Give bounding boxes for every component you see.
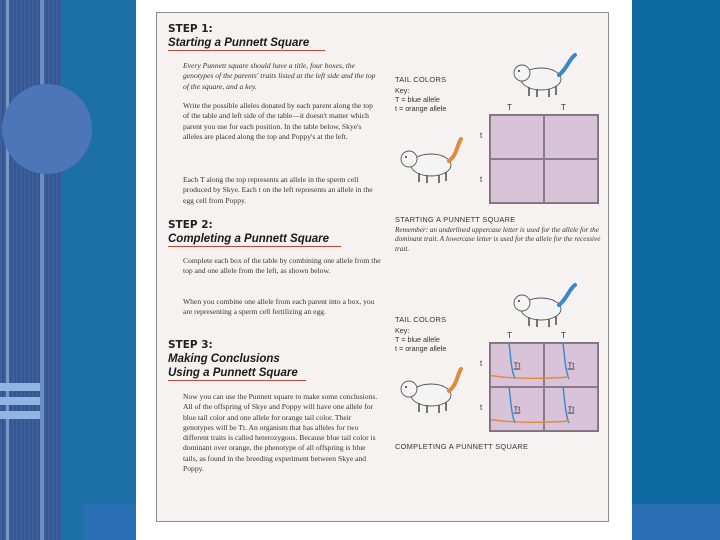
step3-title-line1: Making Conclusions	[168, 353, 280, 365]
left-stripe	[6, 0, 9, 540]
fig1-note: Remember: an underlined uppercase letter is used for the allele for the dominant trait. A lowercase letter is used for the allele for the recessive trait.	[395, 226, 601, 253]
step3-label: STEP 3:	[168, 339, 213, 351]
fig1-cell	[544, 159, 598, 203]
left-stripe	[40, 0, 44, 540]
fig1-top-allele-2: T	[561, 103, 566, 112]
fig1-key-label: Key:	[395, 86, 410, 95]
poppy-dog-illustration	[395, 135, 467, 187]
fig2-caption: COMPLETING A PUNNETT SQUARE	[395, 442, 529, 451]
fig1-key	[395, 86, 446, 114]
decorative-circle	[2, 84, 92, 174]
step1-paragraph-1: Every Punnett square should have a title, four boxes, the genotypes of the parents' traits listed at the left side and the top of the square, and a key.	[183, 61, 376, 91]
fig1-top-allele-1: T	[507, 103, 512, 112]
skye-dog-illustration	[509, 281, 581, 331]
fig2-side-allele-2: t	[480, 403, 483, 412]
fig1-cell	[544, 115, 598, 159]
allele-combination-arrows	[491, 339, 601, 433]
fig1-heading: TAIL COLORS	[395, 75, 447, 84]
fig2-key-blue: T = blue allele	[395, 335, 440, 345]
fig1-side-allele-1: t	[480, 131, 483, 140]
left-pattern-panel	[0, 0, 62, 540]
fig1-key-orange: t = orange allele	[395, 104, 447, 114]
fig1-cell	[490, 159, 544, 203]
step2-paragraph-1: Complete each box of the table by combining one allele from the top and one allele from the left, as shown below.	[183, 256, 381, 276]
fig1-key-blue: T = blue allele	[395, 95, 440, 105]
fig2-key-label: Key:	[395, 326, 410, 335]
poppy-dog-illustration	[395, 365, 467, 417]
fig2-top-allele-2: T	[561, 331, 566, 340]
fig2-cell-value: Tt	[513, 404, 521, 414]
fig2-cell-value: Tt	[513, 360, 521, 370]
textbook-page	[156, 12, 609, 522]
fig2-key-orange: t = orange allele	[395, 344, 447, 354]
fig2-cell-value: Tt	[567, 360, 575, 370]
step2-label: STEP 2:	[168, 219, 213, 231]
fig1-side-allele-2: t	[480, 175, 483, 184]
fig1-cell	[490, 115, 544, 159]
step1-label: STEP 1:	[168, 23, 213, 35]
fig1-punnett-square	[489, 114, 599, 204]
step2-paragraph-2: When you combine one allele from each parent into a box, you are representing a sperm cell fertilizing an egg.	[183, 297, 375, 317]
step1-paragraph-2: Write the possible alleles donated by each parent along the top of the table and left side of the table—it doesn't matter which parent you use for each position. In the table below, Skye's alleles are placed along the top and Poppy's at the left.	[183, 101, 373, 141]
fig2-heading: TAIL COLORS	[395, 315, 447, 324]
step3-title-line2: Using a Punnett Square	[168, 367, 306, 381]
skye-dog-illustration	[509, 51, 581, 101]
decorative-bar	[0, 411, 40, 419]
fig2-key	[395, 326, 446, 354]
right-panel	[630, 0, 720, 540]
fig2-side-allele-1: t	[480, 359, 483, 368]
decorative-bar	[0, 397, 40, 405]
fig1-caption: STARTING A PUNNETT SQUARE	[395, 215, 516, 224]
fig2-top-allele-1: T	[507, 331, 512, 340]
fig2-cell-value: Tt	[567, 404, 575, 414]
decorative-bar	[0, 383, 40, 391]
step3-paragraph-1: Now you can use the Punnett square to make some conclusions. All of the offspring of Skye and Poppy will have one allele for blue tail color and one allele for orange tail color. Their genotypes will be Tt. An organism that has alleles for two different traits is called heterozygous. Because blue tail color is dominant over orange, the phenotype of all offspring is blue tails, as found in the breeding experiment between Skye and Poppy.	[183, 392, 378, 474]
step2-title: Completing a Punnett Square	[168, 233, 341, 247]
step1-title: Starting a Punnett Square	[168, 37, 325, 51]
step1-paragraph-3: Each T along the top represents an allele in the sperm cell produced by Skye. Each t on the left represents an allele in the egg cell from Poppy.	[183, 175, 373, 205]
